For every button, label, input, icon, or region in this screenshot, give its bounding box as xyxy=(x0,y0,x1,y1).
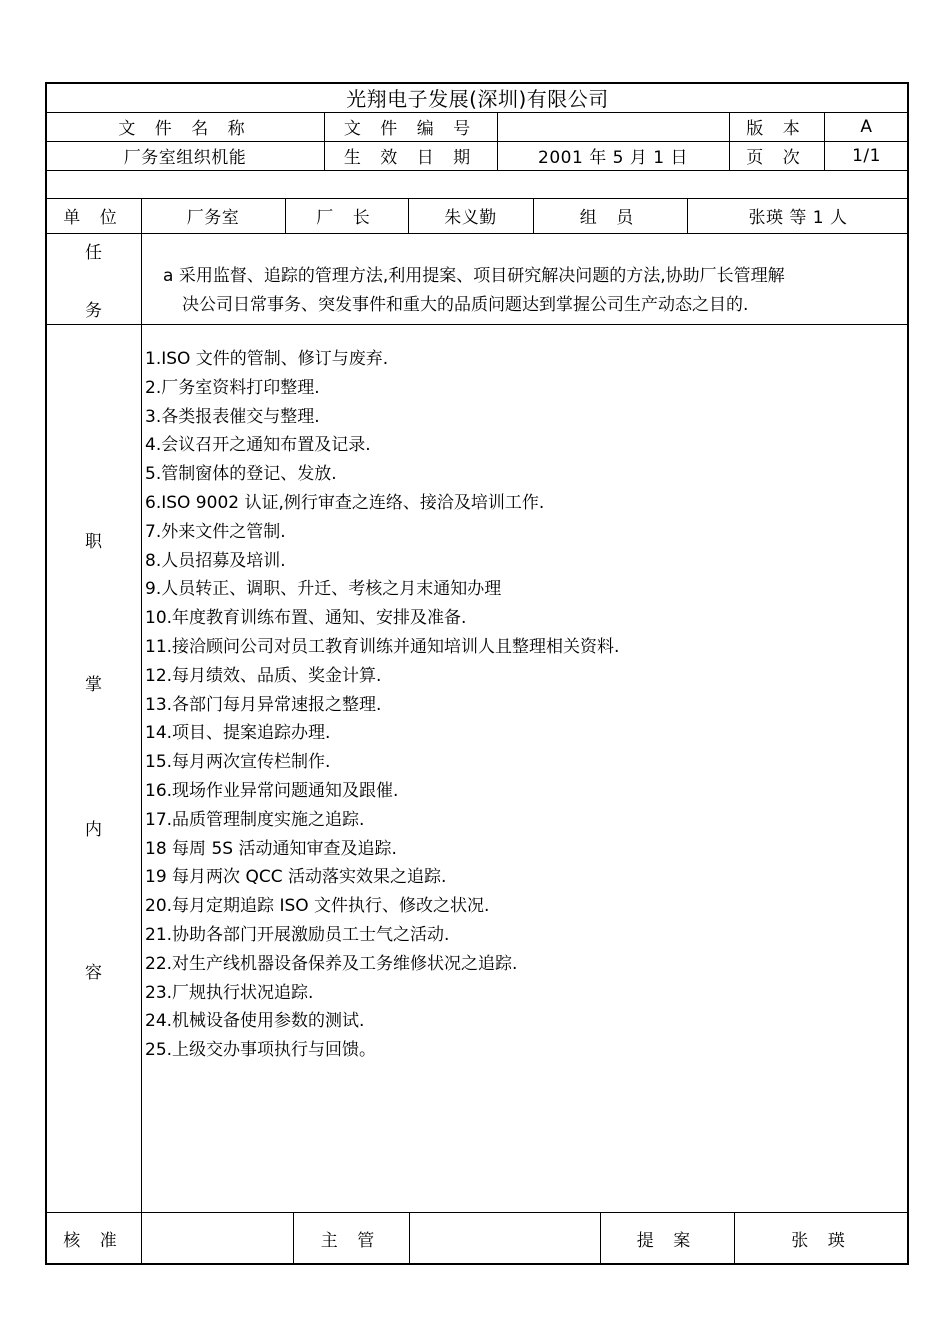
rule xyxy=(141,198,142,1264)
duties-list xyxy=(145,345,619,1065)
version-value: A xyxy=(860,116,873,137)
duties-label-char: 掌 xyxy=(85,675,102,695)
duty-item: 10.年度教育训练布置、通知、安排及准备. xyxy=(145,608,467,629)
proposer-value: 张 瑛 xyxy=(791,1230,852,1251)
task-line: a 采用监督、追踪的管理方法,利用提案、项目研究解决问题的方法,协助厂长管理解 xyxy=(163,266,785,286)
company-title: 光翔电子发展(深圳)有限公司 xyxy=(346,87,609,111)
duty-item: 21.协助各部门开展激励员工士气之活动. xyxy=(145,924,450,945)
duty-item: 24.机械设备使用参数的测试. xyxy=(145,1011,365,1032)
task-line: 决公司日常事务、突发事件和重大的品质问题达到掌握公司生产动态之目的. xyxy=(182,295,749,315)
duty-item: 5.管制窗体的登记、发放. xyxy=(145,464,337,485)
manager-label: 厂 长 xyxy=(316,208,377,228)
duty-item: 15.每月两次宣传栏制作. xyxy=(145,752,331,773)
duty-item: 8.人员招募及培训. xyxy=(145,550,286,571)
manager-value: 朱义勤 xyxy=(444,208,497,228)
approve-label: 核 准 xyxy=(63,1230,124,1251)
duty-item: 11.接洽顾问公司对员工教育训练并通知培训人且整理相关资料. xyxy=(145,636,620,657)
page-value: 1/1 xyxy=(852,145,881,166)
duty-item: 17.品质管理制度实施之追踪. xyxy=(145,809,365,830)
duty-item: 3.各类报表催交与整理. xyxy=(145,406,320,427)
unit-label: 单 位 xyxy=(63,208,124,228)
supervisor-value xyxy=(409,1212,600,1264)
duty-item: 6.ISO 9002 认证,例行审查之连络、接洽及培训工作. xyxy=(145,492,545,513)
member-value: 张瑛 等 1 人 xyxy=(748,208,848,228)
duty-item: 20.每月定期追踪 ISO 文件执行、修改之状况. xyxy=(145,896,490,917)
rule xyxy=(46,233,909,234)
supervisor-label: 主 管 xyxy=(320,1230,382,1251)
duty-item: 1.ISO 文件的管制、修订与废弃. xyxy=(145,349,389,369)
effective-date-value: 2001 年 5 月 1 日 xyxy=(538,148,688,168)
duty-item: 14.项目、提案追踪办理. xyxy=(145,723,331,744)
rule xyxy=(46,170,909,171)
page-label: 页 次 xyxy=(746,148,807,168)
doc-no-value xyxy=(497,112,729,141)
approve-value xyxy=(141,1212,293,1264)
duty-item: 18 每周 5S 活动通知审查及追踪. xyxy=(145,838,397,859)
doc-name-value: 厂务室组织机能 xyxy=(123,148,247,168)
duties-label-char: 内 xyxy=(85,820,102,840)
effective-date-label: 生 效 日 期 xyxy=(343,148,478,168)
duty-item: 12.每月绩效、品质、奖金计算. xyxy=(145,665,382,686)
duty-item: 7.外来文件之管制. xyxy=(145,521,286,542)
duty-item: 23.厂规执行状况追踪. xyxy=(145,982,314,1003)
duty-item: 9.人员转正、调职、升迁、考核之月末通知办理 xyxy=(145,579,502,600)
duty-item: 4.会议召开之通知布置及记录. xyxy=(145,435,371,456)
duty-item: 25.上级交办事项执行与回馈。 xyxy=(145,1040,377,1061)
task-text xyxy=(146,262,886,320)
duty-item: 2.厂务室资料打印整理. xyxy=(145,377,320,398)
duties-label-char: 容 xyxy=(85,963,102,983)
duty-item: 13.各部门每月异常速报之整理. xyxy=(145,694,382,715)
duty-item: 19 每月两次 QCC 活动落实效果之追踪. xyxy=(145,867,447,888)
task-label-char: 任 xyxy=(85,243,102,263)
duty-item: 22.对生产线机器设备保养及工务维修状况之追踪. xyxy=(145,953,518,974)
task-label-char: 务 xyxy=(85,301,102,321)
doc-no-label: 文 件 编 号 xyxy=(343,119,478,139)
unit-value: 厂务室 xyxy=(186,208,240,228)
version-label: 版 本 xyxy=(746,119,807,139)
rule xyxy=(46,324,909,325)
proposer-label: 提 案 xyxy=(636,1230,698,1251)
duties-label-char: 职 xyxy=(85,532,102,552)
doc-name-label: 文 件 名 称 xyxy=(118,119,252,139)
member-label: 组 员 xyxy=(579,208,641,228)
duty-item: 16.现场作业异常问题通知及跟催. xyxy=(145,780,399,801)
